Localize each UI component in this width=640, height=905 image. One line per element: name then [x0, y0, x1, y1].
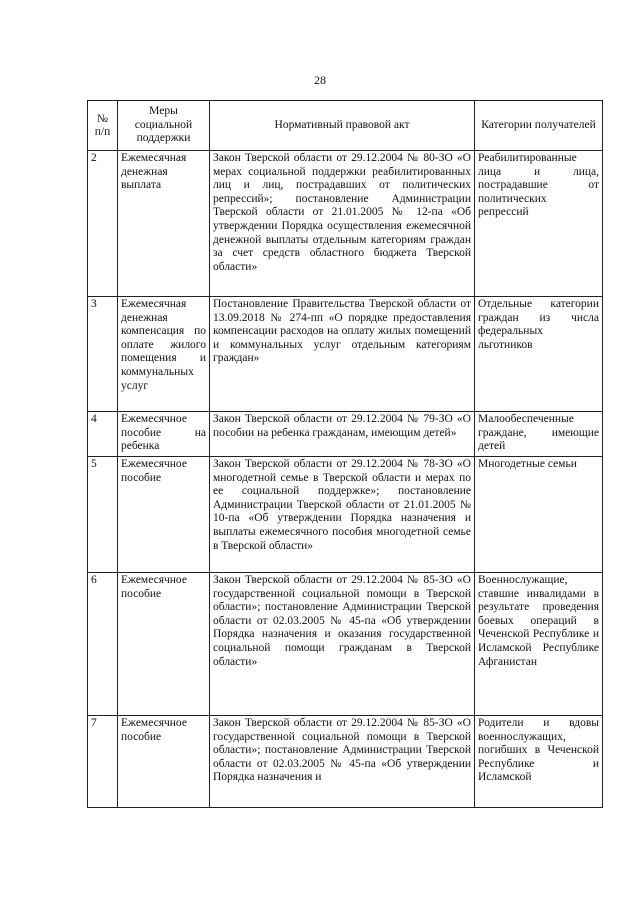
- row-num: 5: [88, 457, 118, 573]
- row-num: 7: [88, 716, 118, 808]
- table-row: [88, 457, 603, 573]
- table-row: [88, 573, 603, 716]
- row-measure: Ежемесячное пособие: [118, 716, 210, 808]
- row-recipients: Военнослужащие, ставшие инвалидами в результате проведения боевых операций в Чеченской Республике и Исламской Республике Афганистан: [475, 573, 603, 716]
- row-recipients: Реабилитированные лица и лица, пострадавшие от политических репрессий: [475, 151, 603, 297]
- header-act: Нормативный правовой акт: [210, 101, 475, 151]
- row-num: 2: [88, 151, 118, 297]
- row-measure: Ежемесячное пособие на ребенка: [118, 412, 210, 457]
- row-act: Закон Тверской области от 29.12.2004 № 85-ЗО «О государственной социальной помощи в Тверской области»; постановление Администрации Тверской области от 02.03.2005 № 45-па «Об утверждении Порядка назначения и: [210, 716, 475, 808]
- row-measure: Ежемесячное пособие: [118, 457, 210, 573]
- header-num: № п/п: [88, 101, 118, 151]
- row-num: 4: [88, 412, 118, 457]
- table-row: [88, 297, 603, 412]
- row-recipients: Многодетные семьи: [475, 457, 603, 573]
- table-row: [88, 716, 603, 808]
- row-act: Закон Тверской области от 29.12.2004 № 85-ЗО «О государственной социальной помощи в Тверской области»; постановление Администрации Тверской области от 02.03.2005 № 45-па «Об утверждении Порядка назначения и оказания государственной социальной помощи гражданам в Тверской области»: [210, 573, 475, 716]
- row-act: Постановление Правительства Тверской области от 13.09.2018 № 274-пп «О порядке предоставления компенсации расходов на оплату жилых помещений и коммунальных услуг отдельным категориям граждан»: [210, 297, 475, 412]
- row-act: Закон Тверской области от 29.12.2004 № 78-ЗО «О многодетной семье в Тверской области и мерах по ее социальной поддержке»; постановление Администрации Тверской области от 21.01.2005 № 10-па «Об утверждении Порядка назначения и выплаты ежемесячного пособия многодетной семье в Тверской области»: [210, 457, 475, 573]
- row-recipients: Малообеспеченные граждане, имеющие детей: [475, 412, 603, 457]
- row-measure: Ежемесячная денежная компенсация по оплате жилого помещения и коммунальных услуг: [118, 297, 210, 412]
- row-recipients: Родители и вдовы военнослужащих, погибших в Чеченской Республике и Исламской: [475, 716, 603, 808]
- table-header-row: [88, 101, 603, 151]
- table-row: [88, 412, 603, 457]
- row-act: Закон Тверской области от 29.12.2004 № 80-ЗО «О мерах социальной поддержки реабилитированных лиц и лиц, пострадавших от политических репрессий»; постановление Администрации Тверской области от 21.01.2005 № 12-па «Об утверждении Порядка осуществления ежемесячной денежной выплаты отдельным категориям граждан за счет средств областного бюджета Тверской области»: [210, 151, 475, 297]
- row-num: 6: [88, 573, 118, 716]
- header-measure: Меры социальной поддержки: [118, 101, 210, 151]
- row-act: Закон Тверской области от 29.12.2004 № 79-ЗО «О пособии на ребенка гражданам, имеющим детей»: [210, 412, 475, 457]
- social-support-table: [87, 100, 603, 808]
- row-measure: Ежемесячная денежная выплата: [118, 151, 210, 297]
- header-recipients: Категории получателей: [475, 101, 603, 151]
- row-measure: Ежемесячное пособие: [118, 573, 210, 716]
- table-row: [88, 151, 603, 297]
- page-number: 28: [314, 73, 326, 87]
- row-num: 3: [88, 297, 118, 412]
- row-recipients: Отдельные категории граждан из числа федеральных льготников: [475, 297, 603, 412]
